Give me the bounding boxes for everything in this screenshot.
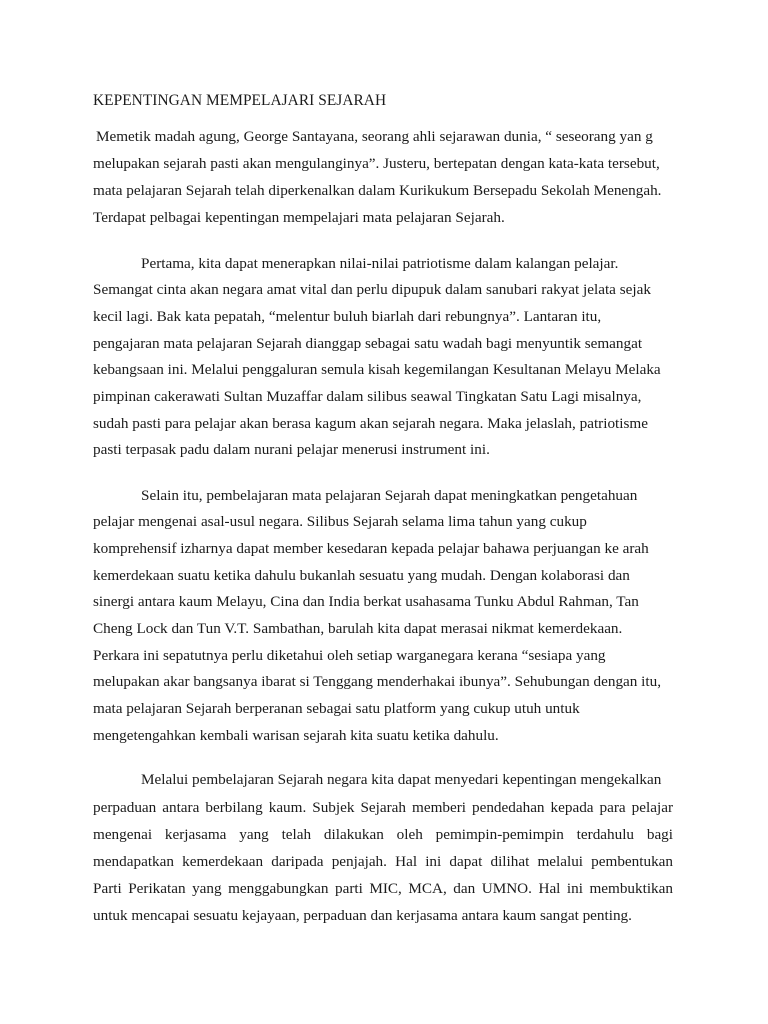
paragraph-line: Perkara ini sepatutnya perlu diketahui oleh setiap warganegara kerana “sesiapa yang	[93, 647, 606, 664]
document-title: KEPENTINGAN MEMPELAJARI SEJARAH	[93, 92, 387, 109]
paragraph-line: Memetik madah agung, George Santayana, seorang ahli sejarawan dunia, “ seseorang yan g	[96, 128, 653, 145]
paragraph-line: mengetengahkan kembali warisan sejarah kita suatu ketika dahulu.	[93, 727, 499, 744]
paragraph-line: Cheng Lock dan Tun V.T. Sambathan, barulah kita dapat merasai nikmat kemerdekaan.	[93, 620, 623, 637]
paragraph-line: pengajaran mata pelajaran Sejarah dianggap sebagai satu wadah bagi menyuntik semangat	[93, 335, 643, 352]
paragraph-line: Pertama, kita dapat menerapkan nilai-nilai patriotisme dalam kalangan pelajar.	[141, 255, 619, 272]
paragraph-line: Selain itu, pembelajaran mata pelajaran Sejarah dapat meningkatkan pengetahuan	[141, 487, 638, 504]
paragraph-line: perpaduan antara berbilang kaum. Subjek Sejarah memberi pendedahan kepada para pelajar	[93, 799, 673, 816]
paragraph-line: Melalui pembelajaran Sejarah negara kita dapat menyedari kepentingan mengekalkan	[141, 771, 662, 788]
paragraph-line: Terdapat pelbagai kepentingan mempelajari mata pelajaran Sejarah.	[93, 209, 505, 226]
paragraph-line: Semangat cinta akan negara amat vital dan perlu dipupuk dalam sanubari rakyat jelata sejak	[93, 281, 651, 298]
paragraph-line: untuk mencapai sesuatu kejayaan, perpaduan dan kerjasama antara kaum sangat penting.	[93, 907, 632, 924]
paragraph-line: sudah pasti para pelajar akan berasa kagum akan sejarah negara. Maka jelaslah, patriotisme	[93, 415, 648, 432]
paragraph-line: melupakan sejarah pasti akan mengulanginya”. Justeru, bertepatan dengan kata-kata tersebut,	[93, 155, 660, 172]
paragraph-line: mata pelajaran Sejarah berperanan sebagai satu platform yang cukup utuh untuk	[93, 700, 580, 717]
paragraph-line: mengenai kerjasama yang telah dilakukan oleh pemimpin-pemimpin terdahulu bagi	[93, 826, 673, 843]
paragraph-line: pasti terpasak padu dalam nurani pelajar menerusi instrument ini.	[93, 441, 490, 458]
paragraph-line: sinergi antara kaum Melayu, Cina dan India berkat usahasama Tunku Abdul Rahman, Tan	[93, 593, 639, 610]
paragraph-line: melupakan akar bangsanya ibarat si Tenggang menderhakai ibunya”. Sehubungan dengan itu,	[93, 673, 662, 690]
paragraph-line: pimpinan cakerawati Sultan Muzaffar dalam silibus seawal Tingkatan Satu Lagi misalnya,	[93, 388, 642, 405]
paragraph-line: pelajar mengenai asal-usul negara. Silibus Sejarah selama lima tahun yang cukup	[93, 513, 587, 530]
paragraph-line: kecil lagi. Bak kata pepatah, “melentur buluh biarlah dari rebungnya”. Lantaran itu,	[93, 308, 602, 325]
paragraph-line: kemerdekaan suatu ketika dahulu bukanlah sesuatu yang mudah. Dengan kolaborasi dan	[93, 567, 630, 584]
paragraph-line: Parti Perikatan yang menggabungkan parti MIC, MCA, dan UMNO. Hal ini membuktikan	[93, 880, 673, 897]
paragraph-line: mata pelajaran Sejarah telah diperkenalkan dalam Kurikukum Bersepadu Sekolah Menengah.	[93, 182, 662, 199]
paragraph-line: kebangsaan ini. Melalui penggaluran semula kisah kegemilangan Kesultanan Melayu Melaka	[93, 361, 661, 378]
paragraph-line: mendapatkan kemerdekaan daripada penjajah. Hal ini dapat dilihat melalui pembentukan	[93, 853, 673, 870]
paragraph-line: komprehensif izharnya dapat member kesedaran kepada pelajar bahawa perjuangan ke arah	[93, 540, 649, 557]
